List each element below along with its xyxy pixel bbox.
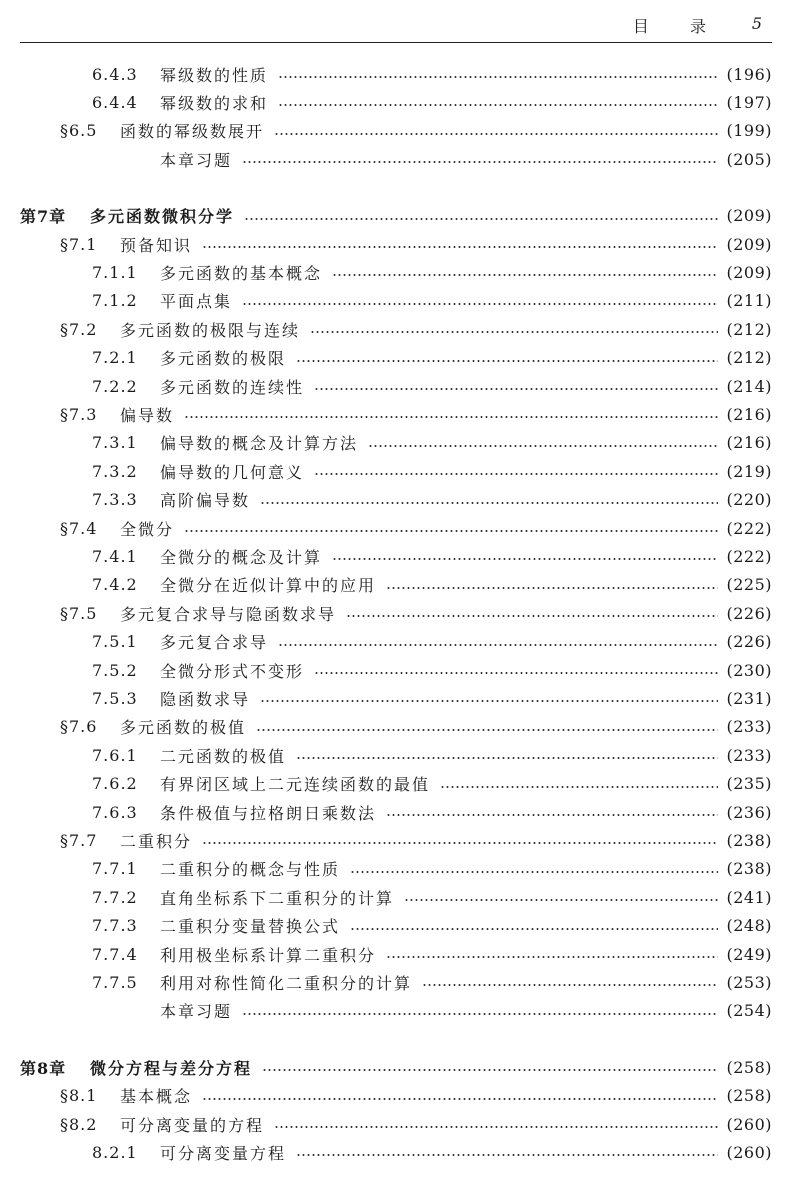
toc-section-entry — [0, 514, 790, 542]
toc-entry-number: 7.6.1 — [92, 745, 138, 765]
dot-leader — [278, 104, 718, 106]
dot-leader — [310, 331, 718, 333]
toc-entry-page: (231) — [726, 688, 772, 708]
toc-subsection-entry — [0, 287, 790, 315]
dot-leader — [368, 445, 718, 447]
dot-leader — [314, 672, 718, 674]
toc-subsection-entry — [0, 656, 790, 684]
toc-entry-title: 本章习题 — [160, 150, 233, 170]
toc-entry-number: §7.4 — [60, 518, 98, 538]
toc-entry-title: 高阶偏导数 — [160, 491, 251, 511]
toc-entry-title: 全微分的概念及计算 — [160, 547, 323, 567]
dot-leader — [278, 76, 718, 78]
dot-leader — [242, 1013, 718, 1015]
toc-entry-number: 7.3.1 — [92, 433, 138, 453]
toc-entry-number: 7.2.1 — [92, 348, 138, 368]
toc-entry-title: 偏导数的几何意义 — [160, 462, 305, 482]
toc-subsection-entry — [0, 798, 790, 826]
toc-entry-title: 多元函数微积分学 — [90, 207, 235, 227]
dot-leader — [314, 473, 718, 475]
toc-entry-number: §7.2 — [60, 319, 98, 339]
toc-section-entry — [0, 826, 790, 854]
toc-entry-page: (214) — [726, 376, 772, 396]
toc-entry-title: 二重积分的概念与性质 — [160, 860, 341, 880]
toc-entry-number: §7.3 — [60, 404, 98, 424]
toc-entry-number: 7.5.1 — [92, 632, 138, 652]
toc-subsection-entry — [0, 770, 790, 798]
dot-leader — [278, 644, 718, 646]
toc-subsection-entry — [0, 968, 790, 996]
toc-subsection-entry — [0, 542, 790, 570]
toc-entry-number: 7.4.2 — [92, 575, 138, 595]
toc-section-entry — [0, 1110, 790, 1138]
toc-entry-number: §7.7 — [60, 830, 98, 850]
toc-entry-number: 7.4.1 — [92, 546, 138, 566]
toc-entry-page: (222) — [726, 546, 772, 566]
toc-entry-number: 7.6.2 — [92, 774, 138, 794]
toc-entry-title: 全微分在近似计算中的应用 — [160, 576, 377, 596]
toc-entry-title: 条件极值与拉格朗日乘数法 — [160, 803, 377, 823]
toc-entry-page: (226) — [726, 632, 772, 652]
toc-entry-page: (260) — [726, 1142, 772, 1162]
toc-entry-title: 多元复合求导 — [160, 633, 269, 653]
toc-subsection-entry — [0, 883, 790, 911]
dot-leader — [184, 416, 718, 418]
toc-entry-number: §7.6 — [60, 717, 98, 737]
toc-entry-title: 多元函数的极限 — [160, 349, 287, 369]
toc-subsection-entry — [0, 486, 790, 514]
toc-entry-number: 7.7.5 — [92, 972, 138, 992]
dot-leader — [296, 757, 718, 759]
toc-entry-number: 6.4.4 — [92, 92, 138, 112]
dot-leader — [350, 928, 718, 930]
toc-entry-number: 第8章 — [20, 1058, 67, 1078]
toc-entry-number: 第7章 — [20, 207, 67, 227]
toc-subsection-entry — [0, 855, 790, 883]
toc-entry-page: (236) — [726, 802, 772, 822]
toc-entry-title: 多元复合求导与隐函数求导 — [120, 604, 337, 624]
toc-subsection-entry — [0, 457, 790, 485]
dot-leader — [260, 502, 718, 504]
toc-entry-title: 二重积分变量替换公式 — [160, 917, 341, 937]
toc-entry-page: (258) — [726, 1057, 772, 1077]
toc-entry-page: (260) — [726, 1114, 772, 1134]
toc-entry-title: 利用极坐标系计算二重积分 — [160, 945, 377, 965]
toc-entry-page: (254) — [726, 1001, 772, 1021]
toc-entry-title: 利用对称性简化二重积分的计算 — [160, 973, 413, 993]
toc-subsection-entry — [0, 940, 790, 968]
dot-leader — [242, 303, 718, 305]
toc-section-entry — [0, 599, 790, 627]
toc-subsection-entry — [0, 258, 790, 286]
dot-leader — [386, 956, 718, 958]
toc-entry-title: 本章习题 — [160, 1002, 233, 1022]
toc-chapter-entry — [0, 202, 790, 230]
toc-entry-title: 隐函数求导 — [160, 689, 251, 709]
toc-section-entry — [0, 230, 790, 258]
toc-entry-title: 二元函数的极值 — [160, 746, 287, 766]
toc-section-entry — [0, 315, 790, 343]
toc-exercise-entry — [0, 145, 790, 173]
toc-entry-number: 7.5.2 — [92, 660, 138, 680]
toc-subsection-entry — [0, 1138, 790, 1166]
toc-entry-title: 全微分 — [120, 519, 175, 539]
toc-entry-number: §6.5 — [60, 121, 98, 141]
toc-subsection-entry — [0, 571, 790, 599]
dot-leader — [256, 729, 718, 731]
toc-subsection-entry — [0, 429, 790, 457]
toc-entry-page: (248) — [726, 916, 772, 936]
toc-entry-page: (216) — [726, 404, 772, 424]
toc-entry-page: (205) — [726, 149, 772, 169]
toc-entry-page: (209) — [726, 262, 772, 282]
toc-subsection-entry — [0, 372, 790, 400]
toc-entry-number: 7.1.2 — [92, 291, 138, 311]
dot-leader — [202, 842, 718, 844]
toc-subsection-entry — [0, 912, 790, 940]
toc-exercise-entry — [0, 997, 790, 1025]
toc-entry-title: 幂级数的性质 — [160, 65, 269, 85]
toc-entry-page: (233) — [726, 745, 772, 765]
toc-entry-page: (222) — [726, 518, 772, 538]
dot-leader — [274, 133, 718, 135]
toc-entry-page: (235) — [726, 774, 772, 794]
toc-entry-page: (196) — [726, 64, 772, 84]
toc-entry-number: 7.3.3 — [92, 490, 138, 510]
toc-entry-title: 多元函数的极值 — [120, 718, 247, 738]
dot-leader — [422, 984, 718, 986]
dot-leader — [274, 1126, 718, 1128]
toc-entry-page: (238) — [726, 830, 772, 850]
dot-leader — [202, 246, 718, 248]
toc-entry-page: (209) — [726, 234, 772, 254]
toc-entry-page: (233) — [726, 717, 772, 737]
toc-entry-title: 直角坐标系下二重积分的计算 — [160, 888, 395, 908]
toc-subsection-entry — [0, 88, 790, 116]
toc-entry-title: 多元函数的极限与连续 — [120, 320, 301, 340]
toc-entry-page: (212) — [726, 319, 772, 339]
toc-entry-title: 偏导数的概念及计算方法 — [160, 434, 359, 454]
toc-subsection-entry — [0, 60, 790, 88]
toc-entry-page: (258) — [726, 1086, 772, 1106]
toc-entry-number: 7.3.2 — [92, 461, 138, 481]
toc-entry-number: 7.5.3 — [92, 688, 138, 708]
toc-entry-number: §8.1 — [60, 1086, 98, 1106]
dot-leader — [350, 871, 718, 873]
toc-entry-page: (209) — [726, 206, 772, 226]
dot-leader — [386, 814, 718, 816]
dot-leader — [386, 587, 718, 589]
toc-entry-title: 可分离变量方程 — [160, 1143, 287, 1163]
toc-entry-title: 预备知识 — [120, 235, 193, 255]
toc-entry-page: (216) — [726, 433, 772, 453]
toc-entry-title: 平面点集 — [160, 292, 233, 312]
toc-entry-number: 7.1.1 — [92, 262, 138, 282]
toc-chapter-entry — [0, 1053, 790, 1081]
dot-leader — [260, 700, 718, 702]
toc-entry-page: (226) — [726, 603, 772, 623]
toc-entry-title: 多元函数的基本概念 — [160, 263, 323, 283]
toc-entry-page: (199) — [726, 121, 772, 141]
toc-entry-page: (230) — [726, 660, 772, 680]
toc-section-entry — [0, 400, 790, 428]
toc-entry-number: 6.4.3 — [92, 64, 138, 84]
toc-entry-number: 8.2.1 — [92, 1142, 138, 1162]
toc-section-entry — [0, 713, 790, 741]
dot-leader — [314, 388, 718, 390]
toc-entry-title: 幂级数的求和 — [160, 93, 269, 113]
dot-leader — [262, 1069, 718, 1071]
dot-leader — [296, 1154, 718, 1156]
toc-entry-page: (197) — [726, 92, 772, 112]
dot-leader — [332, 274, 718, 276]
toc-entry-page: (253) — [726, 972, 772, 992]
toc-entry-page: (241) — [726, 887, 772, 907]
toc-entry-page: (220) — [726, 490, 772, 510]
toc-entry-number: §8.2 — [60, 1114, 98, 1134]
toc-entry-number: §7.5 — [60, 603, 98, 623]
toc-entry-page: (225) — [726, 575, 772, 595]
toc-entry-number: 7.6.3 — [92, 802, 138, 822]
toc-entry-title: 偏导数 — [120, 405, 175, 425]
toc-section-entry — [0, 117, 790, 145]
dot-leader — [440, 786, 718, 788]
toc-subsection-entry — [0, 741, 790, 769]
toc-entry-title: 基本概念 — [120, 1087, 193, 1107]
toc-entry-title: 多元函数的连续性 — [160, 377, 305, 397]
dot-leader — [332, 558, 718, 560]
toc-entry-title: 微分方程与差分方程 — [90, 1058, 253, 1078]
toc-entry-title: 可分离变量的方程 — [120, 1115, 265, 1135]
toc-entry-title: 全微分形式不变形 — [160, 661, 305, 681]
toc-entry-page: (212) — [726, 348, 772, 368]
dot-leader — [404, 899, 718, 901]
dot-leader — [184, 530, 718, 532]
dot-leader — [202, 1098, 718, 1100]
toc-entry-page: (219) — [726, 461, 772, 481]
toc-entry-number: 7.7.3 — [92, 916, 138, 936]
running-header — [20, 0, 772, 43]
toc-entry-page: (249) — [726, 944, 772, 964]
dot-leader — [242, 161, 718, 163]
toc-entry-number: 7.7.1 — [92, 859, 138, 879]
header-page-number: 5 — [751, 14, 762, 33]
toc-entry-number: §7.1 — [60, 234, 98, 254]
header-title: 目 录 — [632, 17, 724, 36]
toc-section-entry — [0, 1082, 790, 1110]
dot-leader — [296, 360, 718, 362]
dot-leader — [244, 218, 718, 220]
toc-entry-page: (211) — [726, 291, 772, 311]
toc-subsection-entry — [0, 628, 790, 656]
toc-entry-title: 函数的幂级数展开 — [120, 122, 265, 142]
toc-entry-page: (238) — [726, 859, 772, 879]
toc-entry-number: 7.7.2 — [92, 887, 138, 907]
toc-subsection-entry — [0, 684, 790, 712]
toc-entry-number: 7.2.2 — [92, 376, 138, 396]
dot-leader — [346, 615, 718, 617]
toc-entry-title: 有界闭区域上二元连续函数的最值 — [160, 775, 431, 795]
toc-subsection-entry — [0, 344, 790, 372]
toc-entry-number: 7.7.4 — [92, 944, 138, 964]
toc-entry-title: 二重积分 — [120, 831, 193, 851]
